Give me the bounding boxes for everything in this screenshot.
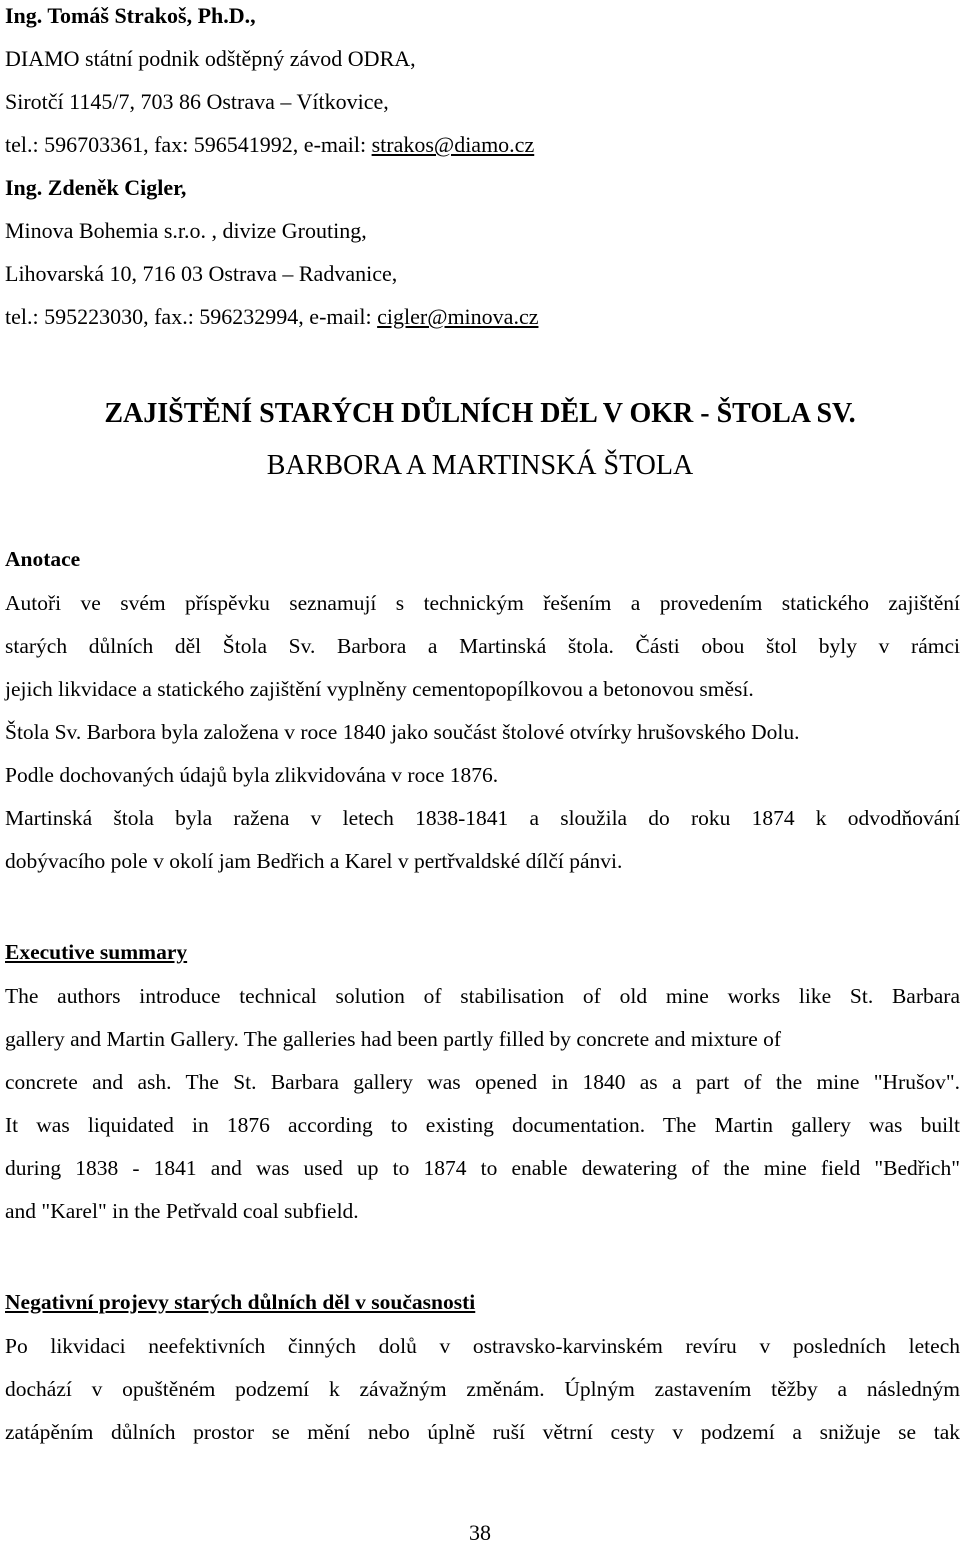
- negativni-line: zatápěním důlních prostor se mění nebo úplně ruší větrní cesty v podzemí a snižuje se tak: [5, 1420, 960, 1444]
- author2-contact-text: tel.: 595223030, fax.: 596232994, e-mail:: [5, 304, 378, 329]
- author2-name: Ing. Zdeněk Cigler,: [5, 175, 187, 200]
- summary-heading: Executive summary: [5, 940, 188, 964]
- anotace-line: jejich likvidace a statického zajištění vyplněny cementopopílkovou a betonovou směsí.: [5, 677, 754, 701]
- anotace-line: dobývacího pole v okolí jam Bedřich a Karel v pertřvaldské dílčí pánvi.: [5, 849, 623, 873]
- summary-line: concrete and ash. The St. Barbara gallery was opened in 1840 as a part of the mine "Hrušov".: [5, 1070, 960, 1094]
- author1-name: Ing. Tomáš Strakoš, Ph.D.,: [5, 3, 256, 28]
- author2-organization: Minova Bohemia s.r.o. , divize Grouting,: [5, 218, 367, 243]
- anotace-line: starých důlních děl Štola Sv. Barbora a Martinská štola. Části obou štol byly v rámci: [5, 634, 960, 658]
- anotace-paragraph: [5, 590, 960, 891]
- negativni-line: dochází v opuštěném podzemí k závažným změnám. Úplným zastavením těžby a následným: [5, 1377, 960, 1401]
- document-title-line-2: BARBORA A MARTINSKÁ ŠTOLA: [266, 450, 694, 481]
- anotace-line: Autoři ve svém příspěvku seznamují s technickým řešením a provedením statického zajištění: [5, 591, 960, 615]
- anotace-line: Štola Sv. Barbora byla založena v roce 1840 jako součást štolové otvírky hrušovského Dolu.: [5, 720, 800, 744]
- summary-line: during 1838 - 1841 and was used up to 1874 to enable dewatering of the mine field "Bedřich": [5, 1156, 960, 1180]
- anotace-line: Martinská štola byla ražena v letech 1838-1841 a sloužila do roku 1874 k odvodňování: [5, 806, 960, 830]
- author2-address: Lihovarská 10, 716 03 Ostrava – Radvanice,: [5, 261, 398, 286]
- summary-line: The authors introduce technical solution of stabilisation of old mine works like St. Barbara: [5, 984, 960, 1008]
- page-number: 38: [469, 1520, 491, 1545]
- summary-line: and "Karel" in the Petřvald coal subfield.: [5, 1199, 359, 1223]
- author1-contact-text: tel.: 596703361, fax: 596541992, e-mail:: [5, 132, 372, 157]
- summary-paragraph: [5, 983, 960, 1241]
- negativni-paragraph: [5, 1333, 960, 1462]
- document-title-line-1: ZAJIŠTĚNÍ STARÝCH DŮLNÍCH DĚL V OKR - ŠTOLA SV.: [104, 398, 856, 429]
- author2-email-link[interactable]: cigler@minova.cz: [377, 304, 539, 329]
- author1-contact: [5, 132, 534, 158]
- negativni-line: Po likvidaci neefektivních činných dolů v ostravsko-karvinském revíru v posledních letech: [5, 1334, 960, 1358]
- author1-address: Sirotčí 1145/7, 703 86 Ostrava – Vítkovice,: [5, 89, 389, 114]
- negativni-heading: Negativní projevy starých důlních děl v současnosti: [5, 1290, 476, 1314]
- summary-line: It was liquidated in 1876 according to existing documentation. The Martin gallery was built: [5, 1113, 960, 1137]
- anotace-heading: Anotace: [5, 547, 81, 571]
- author1-email-link[interactable]: strakos@diamo.cz: [371, 132, 535, 157]
- author2-contact: [5, 304, 538, 330]
- author1-organization: DIAMO státní podnik odštěpný závod ODRA,: [5, 46, 416, 71]
- summary-line: gallery and Martin Gallery. The galleries had been partly filled by concrete and mixture of: [5, 1027, 782, 1051]
- anotace-line: Podle dochovaných údajů byla zlikvidována v roce 1876.: [5, 763, 499, 787]
